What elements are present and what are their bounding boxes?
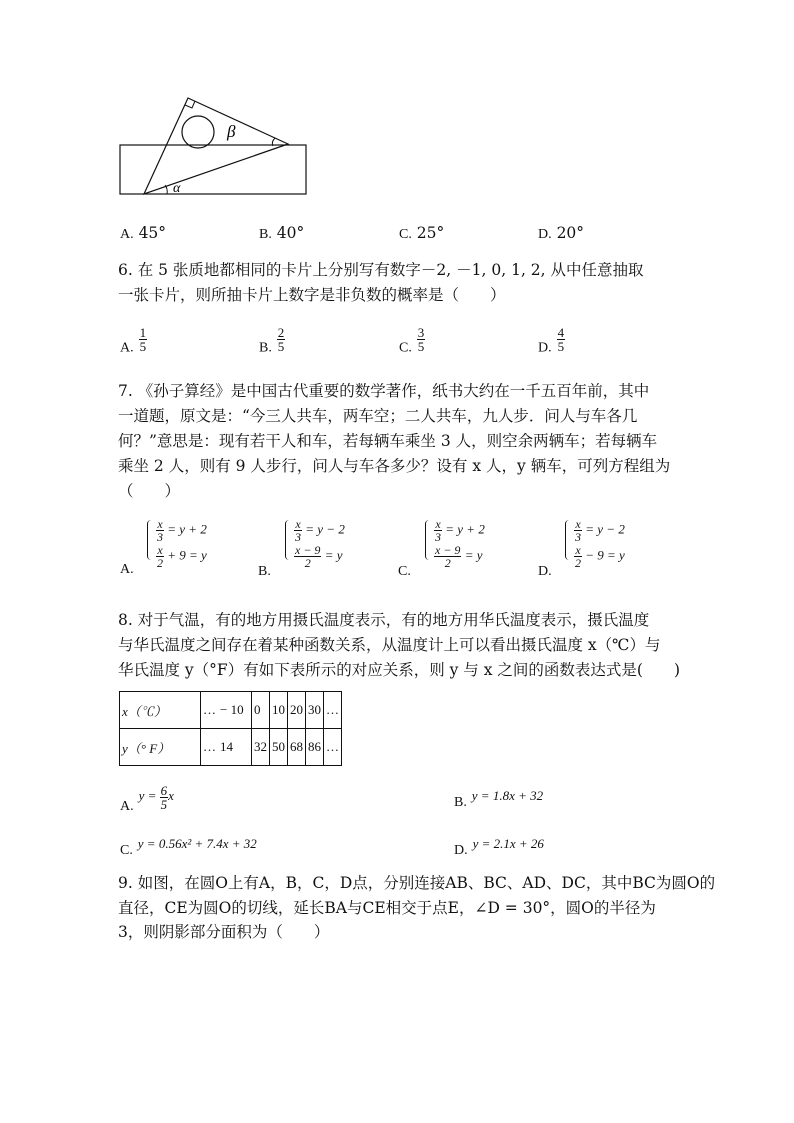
- fraction: $\frac{1}{5}$: [139, 325, 147, 354]
- option-letter: B.: [259, 340, 272, 356]
- equation-row-1: $\frac{x}{3}$ = y + 2: [157, 517, 207, 544]
- q7-option-c[interactable]: [398, 518, 518, 580]
- system-brace: [425, 520, 432, 560]
- option-text: 40°: [276, 224, 305, 242]
- equation-row-1: $\frac{x}{3}$ = y − 2: [295, 517, 345, 544]
- option-letter: C.: [120, 843, 133, 858]
- q7-stem-line-5: （ ）: [118, 482, 181, 500]
- table-row: [120, 729, 342, 766]
- q8-stem-line-2: 与华氏温度之间存在着某种函数关系，从温度计上可以看出摄氏温度 x（℃）与: [118, 636, 661, 654]
- table-cell: 0: [252, 692, 270, 729]
- q7-option-a[interactable]: [120, 518, 240, 580]
- q7-stem-line-1: 7. 《孙子算经》是中国古代重要的数学著作，纸书大约在一千五百年前，其中: [118, 382, 650, 400]
- q8-option-d[interactable]: [454, 831, 544, 863]
- q5-option-c[interactable]: [399, 221, 444, 247]
- option-letter: D.: [538, 564, 552, 579]
- beta-label: β: [227, 122, 236, 141]
- table-cell: − 10: [218, 692, 252, 729]
- triangle-hole-circle: [182, 116, 214, 148]
- q8-option-a[interactable]: [120, 783, 174, 819]
- fraction: $\frac{4}{5}$: [557, 325, 565, 354]
- option-expression: y = $\frac{6}{5}$ x: [138, 782, 174, 812]
- triangle-ruler-figure: [115, 92, 315, 202]
- option-letter: D.: [538, 340, 552, 356]
- option-letter: A.: [120, 340, 134, 356]
- system-brace: [147, 520, 154, 560]
- q5-option-a[interactable]: [120, 221, 166, 247]
- q8-stem-line-1: 8. 对于气温，有的地方用摄氏温度表示，有的地方用华氏温度表示，摄氏温度: [118, 611, 650, 629]
- q7-option-b[interactable]: [258, 518, 378, 580]
- triangle-set-square: [144, 98, 288, 194]
- system-brace: [285, 520, 292, 560]
- q8-stem-line-3: 华氏温度 y（°F）有如下表所示的对应关系，则 y 与 x 之间的函数表达式是( ): [118, 661, 680, 679]
- option-letter: C.: [399, 340, 412, 356]
- fraction: $\frac{2}{5}$: [277, 325, 285, 354]
- equation-row-1: $\frac{x}{3}$ = y − 2: [575, 517, 625, 544]
- q5-option-d[interactable]: [538, 221, 584, 247]
- q6-option-c[interactable]: [399, 326, 425, 361]
- table-cell: …: [324, 692, 342, 729]
- equation-system: [425, 518, 525, 578]
- option-letter: A.: [120, 227, 134, 242]
- table-cell: …: [201, 729, 219, 766]
- table-cell: x（℃）: [120, 692, 201, 729]
- option-text: 45°: [138, 224, 167, 242]
- q7-stem-line-2: 一道题，原文是：“今三人共车，两车空；二人共车，九人步．问人与车各几: [118, 407, 638, 425]
- q7-stem-line-3: 何？”意思是：现有若干人和车，若每辆车乘坐 3 人，则空余两辆车；若每辆车: [118, 432, 658, 450]
- option-text: 25°: [416, 224, 445, 242]
- table-cell: 14: [218, 729, 235, 766]
- q8-option-b[interactable]: [454, 783, 543, 815]
- table-cell: …: [201, 692, 219, 729]
- table-cell: 20: [288, 692, 306, 729]
- alpha-label: α: [173, 181, 181, 196]
- table-row: [120, 692, 342, 729]
- equation-row-2: $\frac{x}{2}$ − 9 = y: [575, 543, 625, 570]
- q6-stem-line-1: 6. 在 5 张质地都相同的卡片上分别写有数字－2, －1, 0, 1, 2, 从中任意抽取: [118, 261, 644, 279]
- q6-stem-line-2: 一张卡片，则所抽卡片上数字是非负数的概率是（ ）: [118, 286, 506, 304]
- option-letter: C.: [399, 227, 412, 242]
- option-expression: y = 2.1x + 26: [472, 836, 544, 851]
- fraction: $\frac{6}{5}$: [160, 782, 168, 812]
- equation-system: [565, 518, 665, 578]
- option-text: 20°: [556, 224, 585, 242]
- q6-option-a[interactable]: [120, 326, 147, 361]
- q9-stem-line-2: 直径，CE为圆O的切线，延长BA与CE相交于点E，∠D = 30°，圆O的半径为: [118, 899, 656, 917]
- option-letter: D.: [454, 843, 468, 858]
- option-letter: A.: [120, 799, 134, 814]
- equation-system: [147, 518, 247, 578]
- table-cell: 10: [270, 692, 288, 729]
- option-letter: B.: [454, 795, 467, 810]
- table-cell: …: [324, 729, 342, 766]
- option-letter: D.: [538, 227, 552, 242]
- table-cell: 86: [306, 729, 324, 766]
- table-cell: [235, 729, 252, 766]
- q5-option-b[interactable]: [259, 221, 304, 247]
- q9-stem-line-3: 3，则阴影部分面积为（ ）: [118, 923, 330, 941]
- temperature-table: [119, 691, 342, 766]
- option-letter: B.: [258, 564, 271, 579]
- q6-option-b[interactable]: [259, 326, 285, 361]
- option-expression: y = 0.56x² + 7.4x + 32: [137, 836, 257, 851]
- option-expression: y = 1.8x + 32: [471, 788, 544, 803]
- q6-option-d[interactable]: [538, 326, 565, 361]
- q9-stem-line-1: 9. 如图，在圆O上有A，B，C，D点，分别连接AB、BC、AD、DC，其中BC为圆O的: [118, 874, 716, 892]
- option-letter: A.: [120, 562, 134, 577]
- q7-option-d[interactable]: [538, 518, 658, 580]
- table-cell: y（° F）: [120, 729, 201, 766]
- q7-stem-line-4: 乘坐 2 人，则有 9 人步行，问人与车各多少？设有 x 人，y 辆车，可列方程组为: [118, 457, 671, 475]
- system-brace: [565, 520, 572, 560]
- table-cell: 30: [306, 692, 324, 729]
- option-letter: B.: [259, 227, 272, 242]
- table-cell: 68: [288, 729, 306, 766]
- q8-option-c[interactable]: [120, 831, 257, 863]
- option-letter: C.: [398, 564, 411, 579]
- equation-row-1: $\frac{x}{3}$ = y + 2: [435, 517, 485, 544]
- equation-row-2: $\frac{x - 9}{2}$ = y: [435, 543, 483, 570]
- table-cell: 50: [270, 729, 288, 766]
- equation-row-2: $\frac{x - 9}{2}$ = y: [295, 543, 343, 570]
- fraction: $\frac{3}{5}$: [417, 325, 425, 354]
- equation-system: [285, 518, 385, 578]
- equation-row-2: $\frac{x}{2}$ + 9 = y: [157, 543, 207, 570]
- table-cell: 32: [252, 729, 270, 766]
